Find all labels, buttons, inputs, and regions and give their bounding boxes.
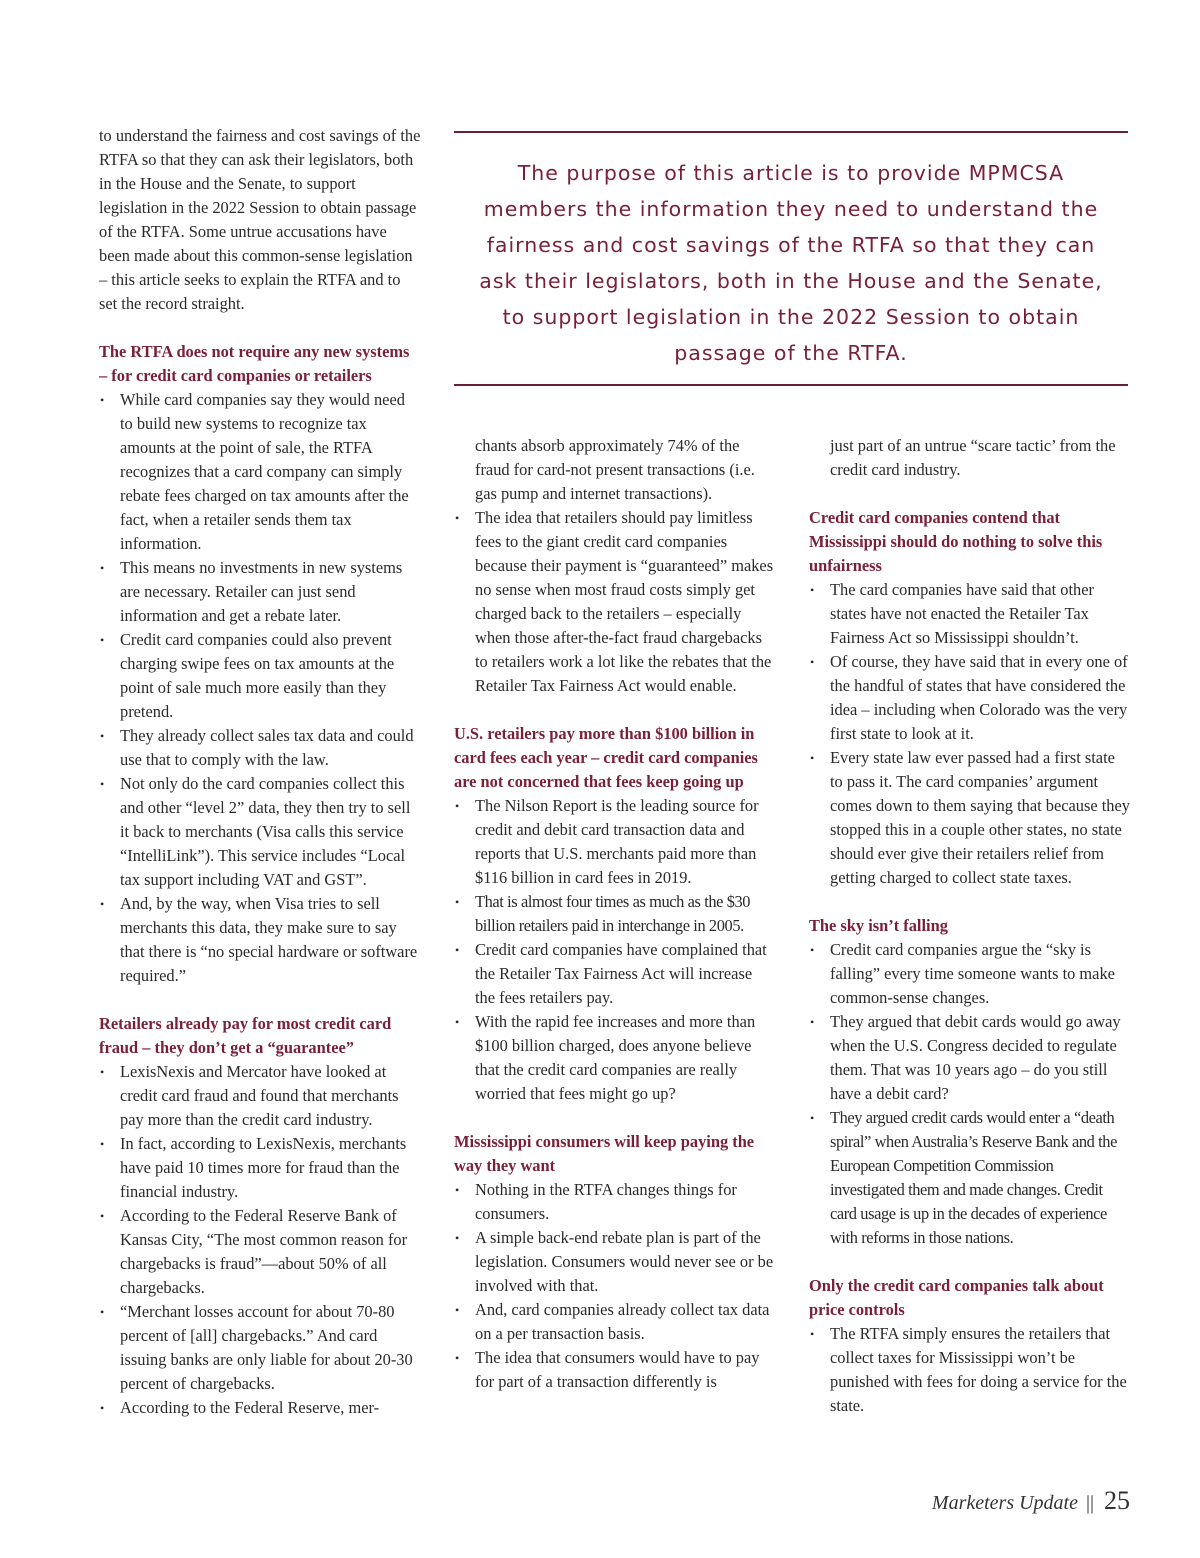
list-item: • Every state law ever passed had a first state to pass it. The card companies’ argument comes down to them saying that because they stopped this in a couple other states, no state should ever give their retailers relief from getting charged to collect state taxes. <box>809 746 1131 890</box>
bullet-list-new-systems <box>99 388 421 988</box>
list-item: • The idea that retailers should pay limitless fees to the giant credit card companies because their payment is “guaranteed” makes no sense when most fraud costs simply get charged back to the retailers – especially when those after-the-fact fraud chargebacks to retailers work a lot like the rebates that the Retailer Tax Fairness Act would enable. <box>454 506 776 698</box>
list-item: • Credit card companies argue the “sky is falling” every time someone wants to make common-sense changes. <box>809 938 1131 1010</box>
list-item-continuation <box>454 434 776 506</box>
list-item: • With the rapid fee increases and more than $100 billion charged, does anyone believe that the credit card companies are really worried that fees might go up? <box>454 1010 776 1106</box>
section-heading-new-systems: The RTFA does not require any new systems – for credit card companies or retailers <box>99 342 410 385</box>
footer-separator: || <box>1085 1492 1094 1514</box>
list-item: • They argued that debit cards would go away when the U.S. Congress decided to regulate them. That was 10 years ago – do you still have a debit card? <box>809 1010 1131 1106</box>
list-item: • According to the Federal Reserve, mer- <box>99 1396 421 1420</box>
list-item: • “Merchant losses account for about 70-80 percent of [all] chargebacks.” And card issuing banks are only liable for about 20-30 percent of chargebacks. <box>99 1300 421 1396</box>
list-item: • In fact, according to LexisNexis, merchants have paid 10 times more for fraud than the financial industry. <box>99 1132 421 1204</box>
page-footer <box>932 1486 1130 1526</box>
bullet-list-fraud <box>99 1060 421 1420</box>
list-item: • That is almost four times as much as the $30 billion retailers paid in interchange in 2005. <box>454 890 776 938</box>
list-item: • Not only do the card companies collect this and other “level 2” data, they then try to sell it back to merchants (Visa calls this service “IntelliLink”). This service includes “Local tax support including VAT and GST”. <box>99 772 421 892</box>
continuation-text: chants absorb approximately 74% of the fraud for card-not present transactions (i.e. gas pump and internet transactions). <box>475 436 755 503</box>
bullet-list-price-controls <box>809 1322 1131 1418</box>
page-number: 25 <box>1104 1486 1130 1515</box>
list-item: • While card companies say they would need to build new systems to recognize tax amounts at the point of sale, the RTFA recognizes that a card company can simply rebate fees charged on tax amounts after the fact, when a retailer sends them tax information. <box>99 388 421 556</box>
section-heading-unfairness: Credit card companies contend that Mississippi should do nothing to solve this unfairness <box>809 508 1103 575</box>
list-item: • Nothing in the RTFA changes things for consumers. <box>454 1178 776 1226</box>
section-heading-consumers: Mississippi consumers will keep paying the way they want <box>454 1132 755 1175</box>
bullet-list-fraud-continued <box>454 434 776 698</box>
article-column-3 <box>809 434 1131 1418</box>
section-heading-card-fees: U.S. retailers pay more than $100 billion in card fees each year – credit card companies are not concerned that fees keep going up <box>454 724 758 791</box>
list-item: • This means no investments in new systems are necessary. Retailer can just send information and get a rebate later. <box>99 556 421 628</box>
intro-paragraph: to understand the fairness and cost savings of the RTFA so that they can ask their legislators, both in the House and the Senate, to support legislation in the 2022 Session to obtain passage of the RTFA. Some untrue accusations have been made about this common-sense legislation – this article seeks to explain the RTFA and to set the record straight. <box>99 126 421 313</box>
list-item: • The RTFA simply ensures the retailers that collect taxes for Mississippi won’t be punished with fees for doing a service for the state. <box>809 1322 1131 1418</box>
publication-name: Marketers Update <box>931 1492 1078 1514</box>
article-column-2 <box>454 434 776 1394</box>
list-item: • The Nilson Report is the leading source for credit and debit card transaction data and reports that U.S. merchants paid more than $116 billion in card fees in 2019. <box>454 794 776 890</box>
list-item: • The idea that consumers would have to pay for part of a transaction differently is <box>454 1346 776 1394</box>
list-item: • And, by the way, when Visa tries to sell merchants this data, they make sure to say that there is “no special hardware or software required.” <box>99 892 421 988</box>
section-heading-sky-falling: The sky isn’t falling <box>809 916 948 935</box>
list-item: • LexisNexis and Mercator have looked at credit card fraud and found that merchants pay more than the credit card industry. <box>99 1060 421 1132</box>
bullet-list-card-fees <box>454 794 776 1106</box>
list-item: • And, card companies already collect tax data on a per transaction basis. <box>454 1298 776 1346</box>
pull-quote <box>454 131 1128 386</box>
list-item: • Credit card companies have complained that the Retailer Tax Fairness Act will increase the fees retailers pay. <box>454 938 776 1010</box>
bullet-list-consumers-continued <box>809 434 1131 482</box>
continuation-text: just part of an untrue “scare tactic’ from the credit card industry. <box>830 436 1116 479</box>
pull-quote-text: The purpose of this article is to provide MPMCSA members the information they need to understand the fairness and cost savings of the RTFA so that they can ask their legislators, both in the House and the Senate, to support legislation in the 2022 Session to obtain passage of the RTFA. <box>479 161 1103 365</box>
list-item: • They already collect sales tax data and could use that to comply with the law. <box>99 724 421 772</box>
list-item-continuation <box>809 434 1131 482</box>
list-item: • According to the Federal Reserve Bank of Kansas City, “The most common reason for chargebacks is fraud”—about 50% of all chargebacks. <box>99 1204 421 1300</box>
list-item: • A simple back-end rebate plan is part of the legislation. Consumers would never see or be involved with that. <box>454 1226 776 1298</box>
bullet-list-sky-falling <box>809 938 1131 1250</box>
bullet-list-consumers <box>454 1178 776 1394</box>
article-column-1 <box>99 124 421 1420</box>
bullet-list-unfairness <box>809 578 1131 890</box>
list-item: • They argued credit cards would enter a “death spiral” when Australia’s Reserve Bank and the European Competition Commission investigated them and made changes. Credit card usage is up in the decades of experience with reforms in those nations. <box>809 1106 1131 1250</box>
list-item: • The card companies have said that other states have not enacted the Retailer Tax Fairness Act so Mississippi shouldn’t. <box>809 578 1131 650</box>
list-item: • Credit card companies could also prevent charging swipe fees on tax amounts at the point of sale much more easily than they pretend. <box>99 628 421 724</box>
list-item: • Of course, they have said that in every one of the handful of states that have considered the idea – including when Colorado was the very first state to look at it. <box>809 650 1131 746</box>
section-heading-fraud: Retailers already pay for most credit card fraud – they don’t get a “guarantee” <box>99 1014 392 1057</box>
section-heading-price-controls: Only the credit card companies talk about price controls <box>809 1276 1104 1319</box>
